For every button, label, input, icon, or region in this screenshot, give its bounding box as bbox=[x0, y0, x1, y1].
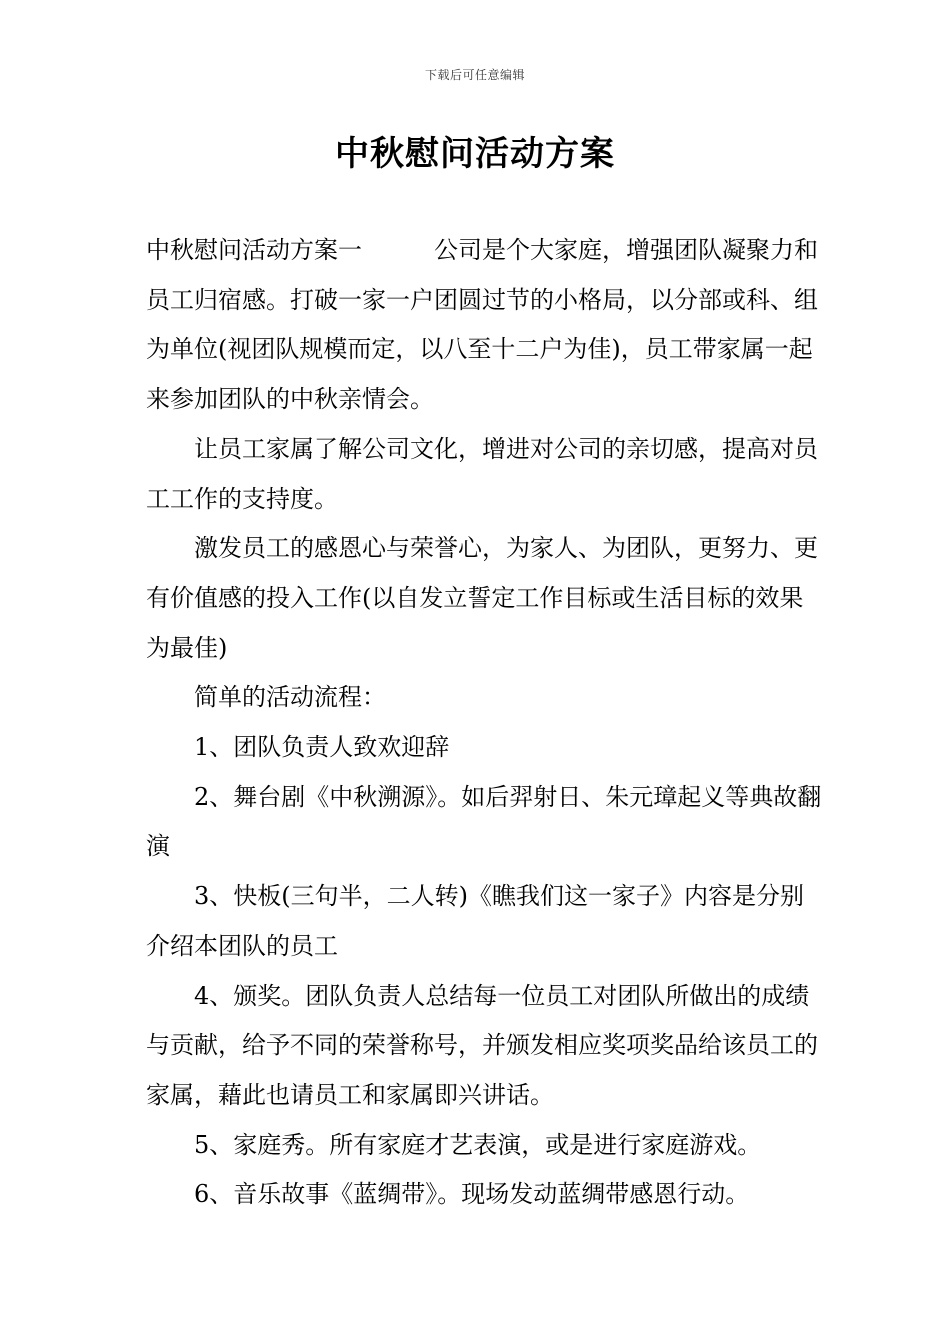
document-title: 中秋慰问活动方案 bbox=[335, 134, 615, 174]
process-step-4: 4、颁奖。团队负责人总结每一位员工对团队所做出的成绩与贡献，给予不同的荣誉称号，并颁发相应奖项奖品给该员工的家属，藉此也请员工和家属即兴讲话。 bbox=[146, 981, 818, 1109]
intro-heading: 中秋慰问活动方案一 bbox=[146, 236, 362, 264]
process-step-1: 1、团队负责人致欢迎辞 bbox=[194, 733, 450, 762]
intro-text: 公司是个大家庭，增强团队凝聚力和员工归宿感。打破一家一户团圆过节的小格局，以分部或科、组为单位(视团队规模而定，以八至十二户为佳)，员工带家属一起来参加团队的中秋亲情会。 bbox=[146, 236, 818, 414]
process-step-3: 3、快板(三句半，二人转)《瞧我们这一家子》内容是分别介绍本团队的员工 bbox=[146, 882, 804, 960]
paragraph-family-culture: 让员工家属了解公司文化，增进对公司的亲切感，提高对员工工作的支持度。 bbox=[146, 434, 818, 513]
process-step-2: 2、舞台剧《中秋溯源》。如后羿射日、朱元璋起义等典故翻演 bbox=[146, 782, 822, 861]
header-note: 下载后可任意编辑 bbox=[424, 68, 525, 82]
process-step-6: 6、音乐故事《蓝绸带》。现场发动蓝绸带感恩行动。 bbox=[194, 1180, 750, 1209]
process-step-5: 5、家庭秀。所有家庭才艺表演，或是进行家庭游戏。 bbox=[194, 1130, 762, 1159]
paragraph-gratitude: 激发员工的感恩心与荣誉心，为家人、为团队，更努力、更有价值感的投入工作(以自发立誓定工作目标或生活目标的效果为最佳) bbox=[146, 534, 818, 662]
paragraph-process-heading: 简单的活动流程： bbox=[194, 683, 386, 712]
document-body bbox=[146, 226, 826, 1220]
intro-paragraph bbox=[146, 226, 826, 425]
